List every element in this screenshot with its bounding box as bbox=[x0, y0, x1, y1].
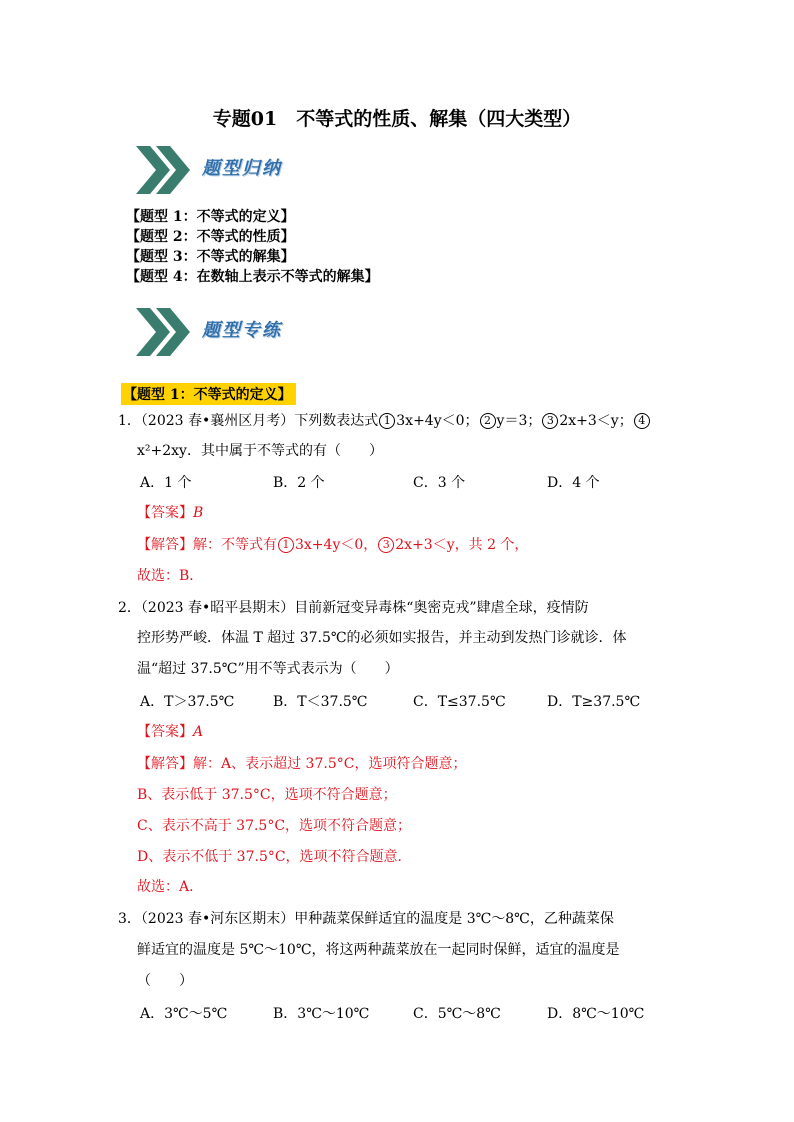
expr-1: 3x+4y＜0； bbox=[396, 413, 479, 429]
explanation-line: C、表示不高于 37.5°C，选项不符合题意； bbox=[137, 818, 412, 834]
option-a: A．3℃～5℃ bbox=[140, 1006, 228, 1022]
answer-tag: 【答案】 bbox=[137, 724, 193, 740]
option-c: C．3 个 bbox=[413, 475, 466, 491]
question-2-line-1 bbox=[118, 598, 589, 618]
option-a: A．T＞37.5℃ bbox=[140, 694, 235, 710]
question-3-line-3: （ ） bbox=[137, 973, 193, 989]
explanation-text: 3x+4y＜0， bbox=[295, 537, 378, 553]
banner-label: 题型归纳 bbox=[202, 158, 282, 179]
explanation-tag: 【解答】 bbox=[137, 756, 193, 772]
option-c: C．5℃～8℃ bbox=[413, 1006, 501, 1022]
explanation-tag: 【解答】 bbox=[137, 537, 193, 553]
question-text: （2023 春•昭平县期末）目前新冠变异毒株“奥密克戎”肆虐全球，疫情防 bbox=[140, 600, 589, 616]
toc-item: 【题型 2：不等式的性质】 bbox=[126, 229, 295, 245]
question-1-line-1 bbox=[118, 411, 651, 431]
final-choice: 故选：A． bbox=[137, 879, 204, 895]
section-banner-practice bbox=[134, 302, 334, 362]
circled-2: 2 bbox=[480, 413, 496, 429]
double-chevron-icon bbox=[134, 140, 194, 200]
section-highlight-label: 【题型 1：不等式的定义】 bbox=[121, 383, 296, 405]
circled-3: 3 bbox=[542, 413, 558, 429]
expr-2: y＝3； bbox=[496, 413, 542, 429]
answer-value: B bbox=[193, 505, 204, 521]
toc-item: 【题型 3：不等式的解集】 bbox=[126, 249, 295, 265]
question-source: （2023 春•襄州区月考）下列数表达式 bbox=[140, 413, 379, 429]
option-d: D．8℃～10℃ bbox=[547, 1006, 645, 1022]
question-3-line-1 bbox=[118, 909, 614, 929]
question-number: 1． bbox=[118, 413, 141, 429]
circled-1: 1 bbox=[278, 537, 294, 553]
option-b: B．3℃～10℃ bbox=[273, 1006, 370, 1022]
expr-3: 2x+3＜y； bbox=[559, 413, 633, 429]
explanation-line bbox=[137, 535, 528, 555]
circled-4: 4 bbox=[634, 413, 650, 429]
toc-item: 【题型 1：不等式的定义】 bbox=[126, 209, 295, 225]
question-2-line-2: 控形势严峻．体温 T 超过 37.5℃的必须如实报告，并主动到发热门诊就诊．体 bbox=[137, 630, 627, 646]
final-choice: 故选：B． bbox=[137, 568, 204, 584]
question-3-line-2: 鲜适宜的温度是 5℃～10℃，将这两种蔬菜放在一起同时保鲜，适宜的温度是 bbox=[137, 942, 620, 958]
option-c: C．T≤37.5℃ bbox=[413, 694, 506, 710]
explanation-line: D、表示不低于 37.5°C，选项不符合题意． bbox=[137, 849, 412, 865]
section-banner-summary bbox=[134, 140, 334, 200]
option-b: B．T＜37.5℃ bbox=[273, 694, 368, 710]
option-d: D．T≥37.5℃ bbox=[547, 694, 641, 710]
double-chevron-icon bbox=[134, 302, 194, 362]
answer-line bbox=[137, 503, 203, 523]
circled-1: 1 bbox=[379, 413, 395, 429]
page-title: 专题01 不等式的性质、解集（四大类型） bbox=[212, 108, 582, 130]
option-b: B．2 个 bbox=[273, 475, 325, 491]
question-number: 3． bbox=[118, 911, 141, 927]
question-number: 2． bbox=[118, 600, 141, 616]
answer-line bbox=[137, 722, 203, 742]
answer-value: A bbox=[193, 724, 204, 740]
explanation-text: 2x+3＜y，共 2 个， bbox=[395, 537, 529, 553]
banner-label: 题型专练 bbox=[202, 320, 282, 341]
answer-tag: 【答案】 bbox=[137, 505, 193, 521]
toc-item: 【题型 4：在数轴上表示不等式的解集】 bbox=[126, 269, 379, 285]
explanation-text: 解：A、表示超过 37.5°C，选项符合题意； bbox=[193, 756, 467, 772]
circled-3: 3 bbox=[378, 537, 394, 553]
explanation-line: B、表示低于 37.5°C，选项不符合题意； bbox=[137, 787, 397, 803]
option-d: D．4 个 bbox=[547, 475, 600, 491]
explanation-line bbox=[137, 754, 466, 774]
option-a: A．1 个 bbox=[140, 475, 192, 491]
explanation-text: 解：不等式有 bbox=[193, 537, 277, 553]
question-2-line-3: 温“超过 37.5℃”用不等式表示为（ ） bbox=[137, 661, 399, 677]
question-1-line-2: x²+2xy．其中属于不等式的有（ ） bbox=[137, 443, 383, 459]
question-text: （2023 春•河东区期末）甲种蔬菜保鲜适宜的温度是 3℃～8℃，乙种蔬菜保 bbox=[140, 911, 614, 927]
